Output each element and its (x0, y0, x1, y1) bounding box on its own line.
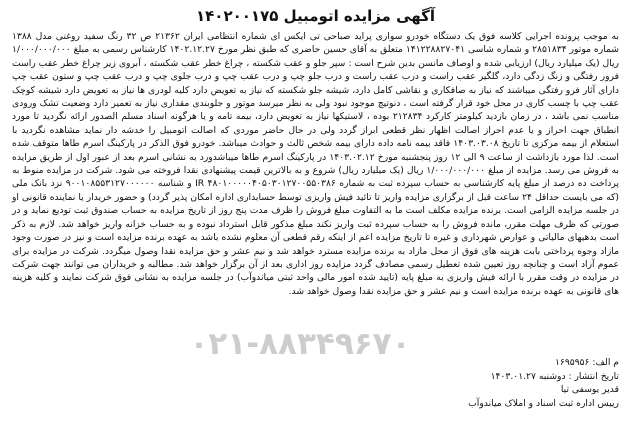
reference-number: م الف: ۱۶۹۵۹۵۶ (554, 357, 619, 368)
notice-title: آگهی مزایده اتومبیل ۱۴۰۲۰۰۱۷۵ (195, 7, 436, 25)
watermark-phone-number: ۰۲۱-۸۸۳۴۹۶۷۰ (189, 326, 411, 362)
signer-name: قدیر یوسفی تیا (560, 384, 619, 396)
signer-title: رییس اداره ثبت اسناد و املاک میاندوآب (468, 397, 619, 409)
notice-footer (319, 356, 619, 410)
notice-paragraph: به موجب پرونده اجرایی کلاسه فوق یک دستگاه خودرو سواری پراید صباحی تی ایکس ای شماره انتظامی ایران ۲۱۳۶۲ ص ۳۲ رنگ سفید روغنی مدل ۱۳۸۸ شماره موتور ۲۸۵۱۸۳۴ و شماره شاسی ۱۴۱۲۲۸۸۲۷۰۴۱ متعلق به آقای حسین حاضری که طبق نظر مورخ ۱۴۰۲.۱۲.۲۷ کارشناس رسمی به مبلغ ۱/۰۰۰/۰۰۰/۰۰۰ ریال (یک میلیارد ریال) ارزیابی شده و اوصاف مانسن بدین شرح است : سپر جلو و عقب شکسته ، چراغ خطر عقب شکسته ، آبروی زیر چراغ خطر عقب راست فرور رفتگی و زنگ زدگی دارد، گلگیر عقب راست و درب عقب راست و درب جلو چپ و درب عقب چپ و درب جلوی چپ و درب عقب چپ و ستون عقب چپ دارای آثار فرو رفتگی میباشند که نیاز به صافکاری و نقاشی کامل دارد، شیشه جلو شکسته که نیاز به تعویض دارد کلیه لودری ها نیاز به تعویض دارد شیشه کوچک عقب چپ با چسب کاری در محل خود قرار گرفته است ، دنوتیچ موجود نبود ولی به نظر میرسد موتور و جلوبندی مقداری نیاز به تعمیر دارد وضعیت تشک ورودی مناسب نمی باشد ، در زمان بازدید کیلومتر کارکرد ۲۱۲۸۳۴ بوده ، لاستیکها نیاز به تعویض دارد، بیمه تامه و یا هرگونه اسناد مسلم الصدور ارائه نگردید تا مورد انطباق جهت احراز و یا عدم احراز اصالت اظهار نظر قطعی ابراز گردد ولی در حال حاضر موردی که اصالت اتومبیل را خدشه دار نماید مشاهده نگردید با استعلام از بیمه مرکزی تا تاریخ ۱۴۰۳.۰۳.۰۸ فاقد بیمه نامه داده دارای بیمه شخص ثالث و حوادث میباشد. خودرو فوق الذکر در پارکینگ اسرم طاها متوقف شده است. لذا مورد بازداشت از ساعت ۹ الی ۱۲ روز پنجشنبه مورخ ۱۴۰۳.۰۲.۱۲ در پارکینگ اسرم طاها میباشدورد به نشانی اسرم بعد از عبور اول از طریق مزایده به فروش می رسد. مزایده از مبلغ ۱/۰۰۰/۰۰۰/۰۰۰ ریال (یک میلیارد ریال) شروع و به بالاترین قیمت پیشنهادی نقدا فروخته می شود. شرکت در مزایده منوط به پرداخت ده درصد از مبلغ پایه کارشناسی به حساب سپرده ثبت به شماره IR ۴۸۰۱۰۰۰۰۰۴۰۵۰۳۰۱۲۷۰۰۵۵۰۳۸۶ و شناسه ۹۰۰۱۰۸۵۵۳۱۲۷۰۰۰۰۰۰ نزد بانک ملی (که می بایست حداقل ۲۴ ساعت قبل از برگزاری مزایده واریز تا تائید فیش واریزی توسط حسابداری اداره امکان پذیر گردد) و حضور خریدار یا نماینده قانونی او در جلسه مزایده الزامی است. برنده مزایده مکلف است ما به التفاوت مبلغ فروش را ظرف مدت پنج روز از تاریخ مزایده به حساب صندوق ثبت تودیع نماید و در صورتی که ظرف مهلت مقرر، مانده فروش را به حساب سپرده ثبت واریز نکند مبلغ مذکور قابل استرداد نبوده و به حساب خزانه واریز خواهد شد. لازم به ذکر است بدهیهای مالیاتی و عوارض شهرداری و غیره تا تاریخ مزایده اعم از اینکه رقم قطعی آن معلوم نشده باشد به عهده برنده مزایده است و نیز در صورت وجود مازاد وجوه پرداختی بابت هزینه های فوق از محل مازاد به برنده مزایده مسترد خواهد شد و نیم عشر و حق مزایده نقدا وصول میگردد. شرکت در مزایده برای عموم آزاد است و چنانچه روز تعیین شده تعطیل رسمی مصادف گردد مزایده روز اداری بعد از آن برگزار خواهد شد. مطالبه و خریداران می توانند جهت شرکت در مزایده در وقت مقرر با ارائه فیش واریزی به مبلغ پایه (تایید شده امور مالی واحد ثبتی میاندوآب) در جلسه مزایده به نشانی فوق شرکت نمایند و کلیه هزینه های قانونی به عهده برنده مزایده است و نیم عشر و حق مزایده نقدا وصول خواهد شد. (12, 31, 619, 297)
publish-date: تاریخ انتشار : دوشنبه ۱۴۰۳.۰۱.۲۷ (490, 370, 619, 382)
notice-body (12, 30, 619, 298)
